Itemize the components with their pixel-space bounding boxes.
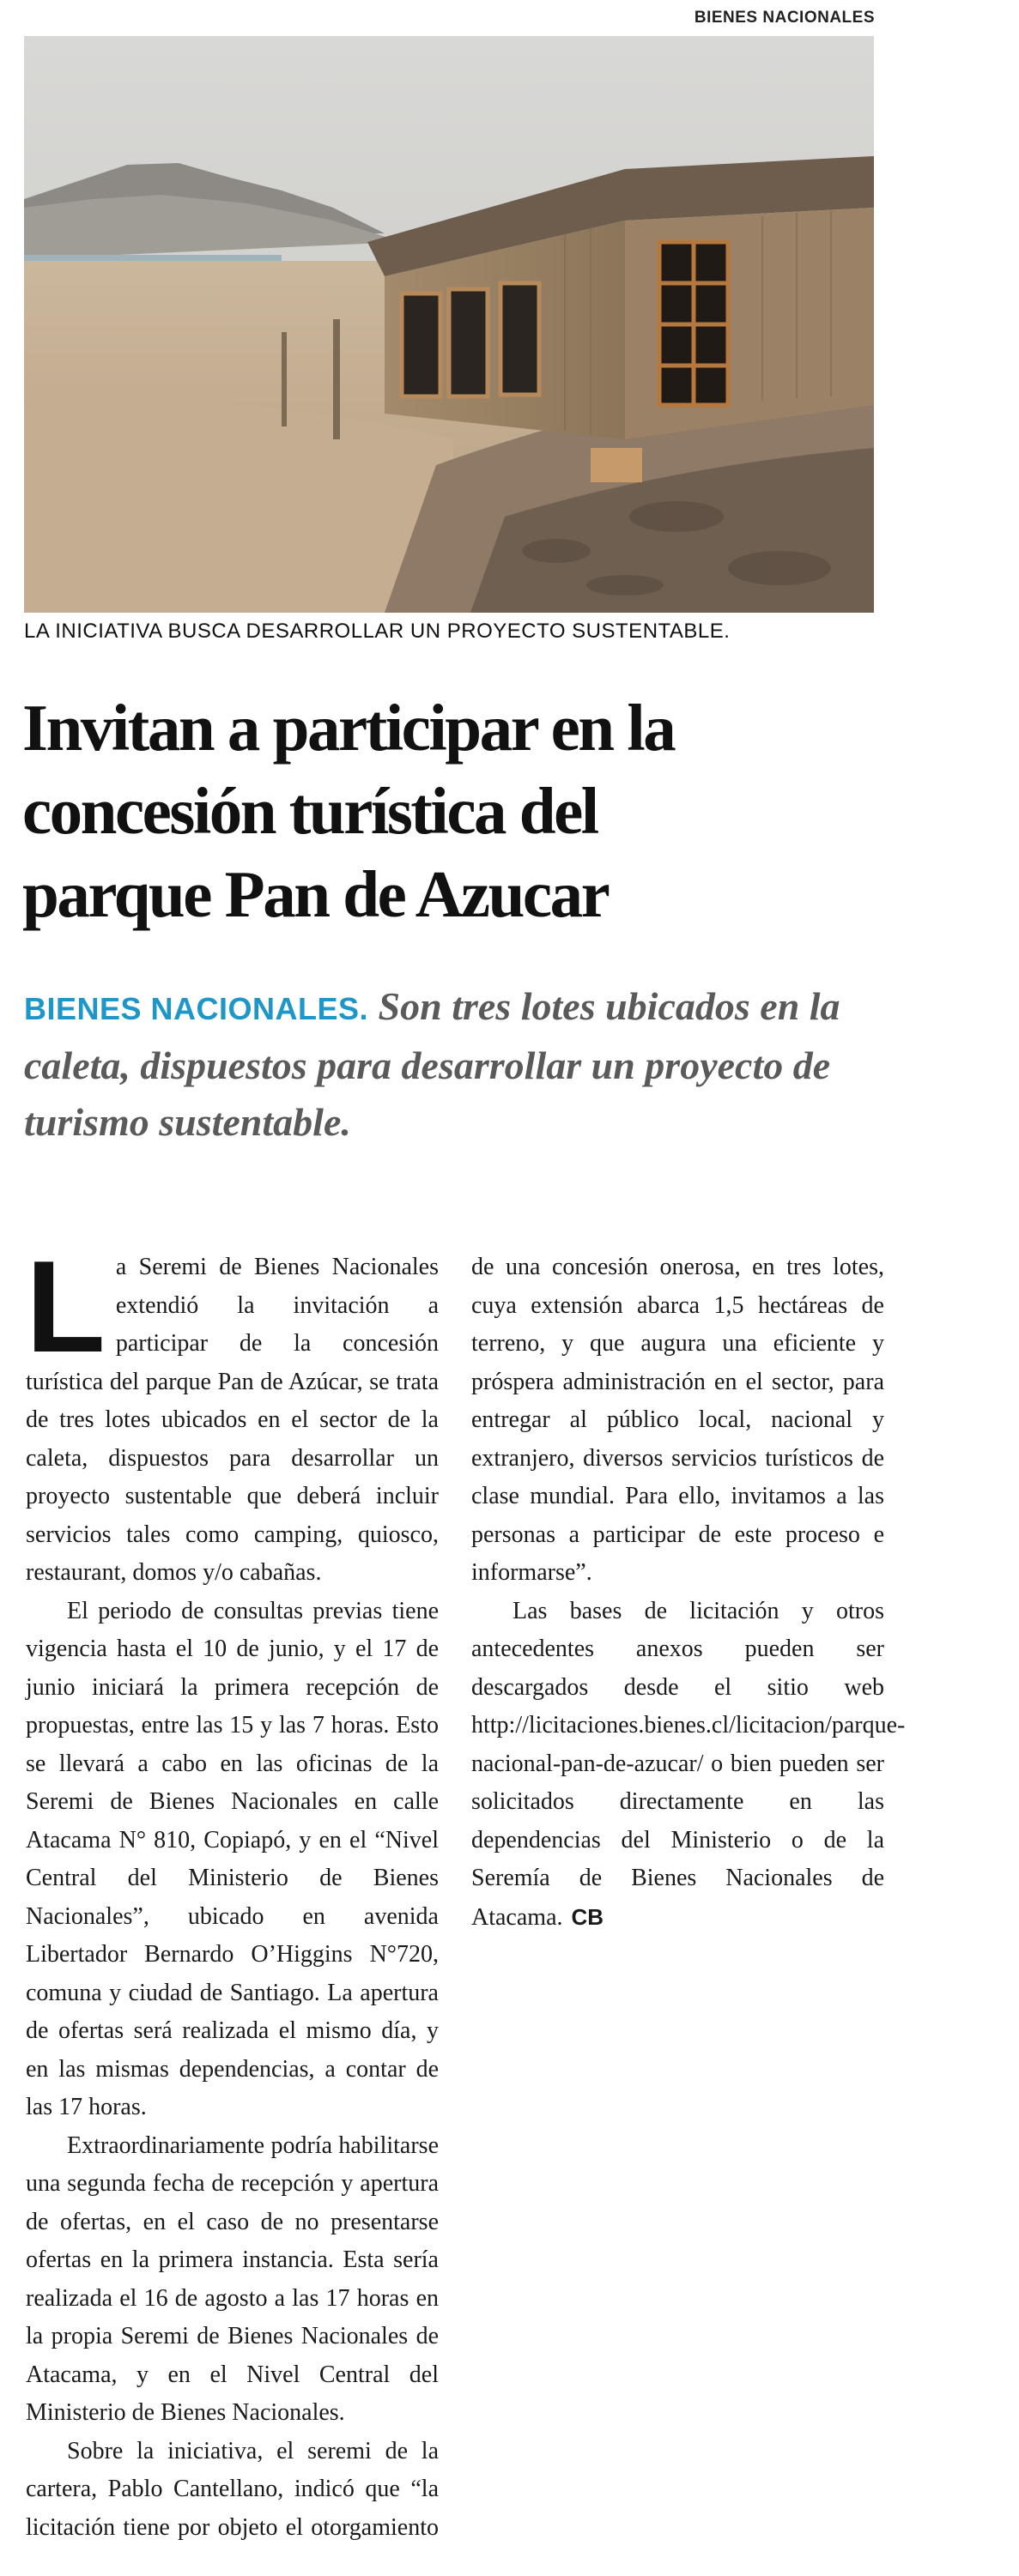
drop-cap: L — [26, 1234, 106, 1380]
dek-text: Son tres lotes ubicados en la caleta, dispuestos para desarrollar un proyecto de turismo sustentable. — [24, 984, 840, 1144]
body-paragraph: El periodo de consultas previas tiene vigencia hasta el 10 de junio, y el 17 de junio iniciará la primera recepción de propuestas, entre las 15 y las 7 horas. Esto se llevará a cabo en las oficinas de la Seremi de Bienes Nacionales en calle Atacama N° 810, Copiapó, y en el “Nivel Central del Ministerio de Bienes Nacionales”, ubicado en avenida Libertador Bernardo O’Higgins N°720, comuna y ciudad de Santiago. La apertura de ofertas será realizada el mismo día, y en las mismas dependencias, a contar de las 17 horas. — [26, 1597, 439, 2120]
body-paragraph-text: Las bases de licitación y otros antecedentes anexos pueden ser descargados desde el sitio web http://licitaciones.bienes.cl/licitacion/parque-nacional-pan-de-azucar/ o bien pueden ser solicitados directamente en las dependencias del Ministerio o de la Seremía de Bienes Nacionales de Atacama. — [471, 1597, 906, 1931]
end-mark: CB — [571, 1903, 604, 1930]
body-paragraph — [26, 1234, 439, 1593]
section-tag: BIENES NACIONALES — [694, 9, 875, 27]
headline-line-1: Invitan a participar en la — [22, 691, 675, 765]
standfirst — [24, 978, 891, 1151]
headline-line-3: parque Pan de Azucar — [22, 857, 609, 931]
headline — [22, 686, 881, 936]
article-body — [26, 1234, 906, 2570]
body-paragraph — [471, 1593, 906, 1938]
article-photo — [24, 36, 874, 613]
body-paragraph: Sobre la iniciativa, el seremi de la cartera, Pablo Cantellano, indicó que “la licitación tiene por objeto el otorgamiento de una concesión onerosa, en tres lotes, cuya extensión abarca 1,5 hectáreas de terreno, y que augura una eficiente y próspera administración en el sector, para entregar al público local, nacional y extranjero, diversos servicios turísticos de clase mundial. Para ello, invitamos a las personas a participar de este proceso e informarse”. — [26, 1254, 884, 2541]
photo-caption: LA INICIATIVA BUSCA DESARROLLAR UN PROYECTO SUSTENTABLE. — [24, 620, 731, 643]
dek-kicker: BIENES NACIONALES. — [24, 991, 369, 1026]
body-paragraph-text: a Seremi de Bienes Nacionales extendió la invitación a participar de la concesión turística del parque Pan de Azúcar, se trata de tres lotes ubicados en el sector de la caleta, dispuestos para desarrollar un proyecto sustentable que deberá incluir servicios tales como camping, quiosco, restaurant, domos y/o cabañas. — [26, 1254, 439, 1586]
headline-line-2: concesión turística del — [22, 774, 597, 848]
cabin-landscape-image — [24, 36, 874, 613]
body-paragraph: Extraordinariamente podría habilitarse una segunda fecha de recepción y apertura de ofertas, en el caso de no presentarse ofertas en la primera instancia. Esta sería realizada el 16 de agosto a las 17 horas en la propia Seremi de Bienes Nacionales de Atacama, y en el Nivel Central del Ministerio de Bienes Nacionales. — [26, 2132, 439, 2426]
